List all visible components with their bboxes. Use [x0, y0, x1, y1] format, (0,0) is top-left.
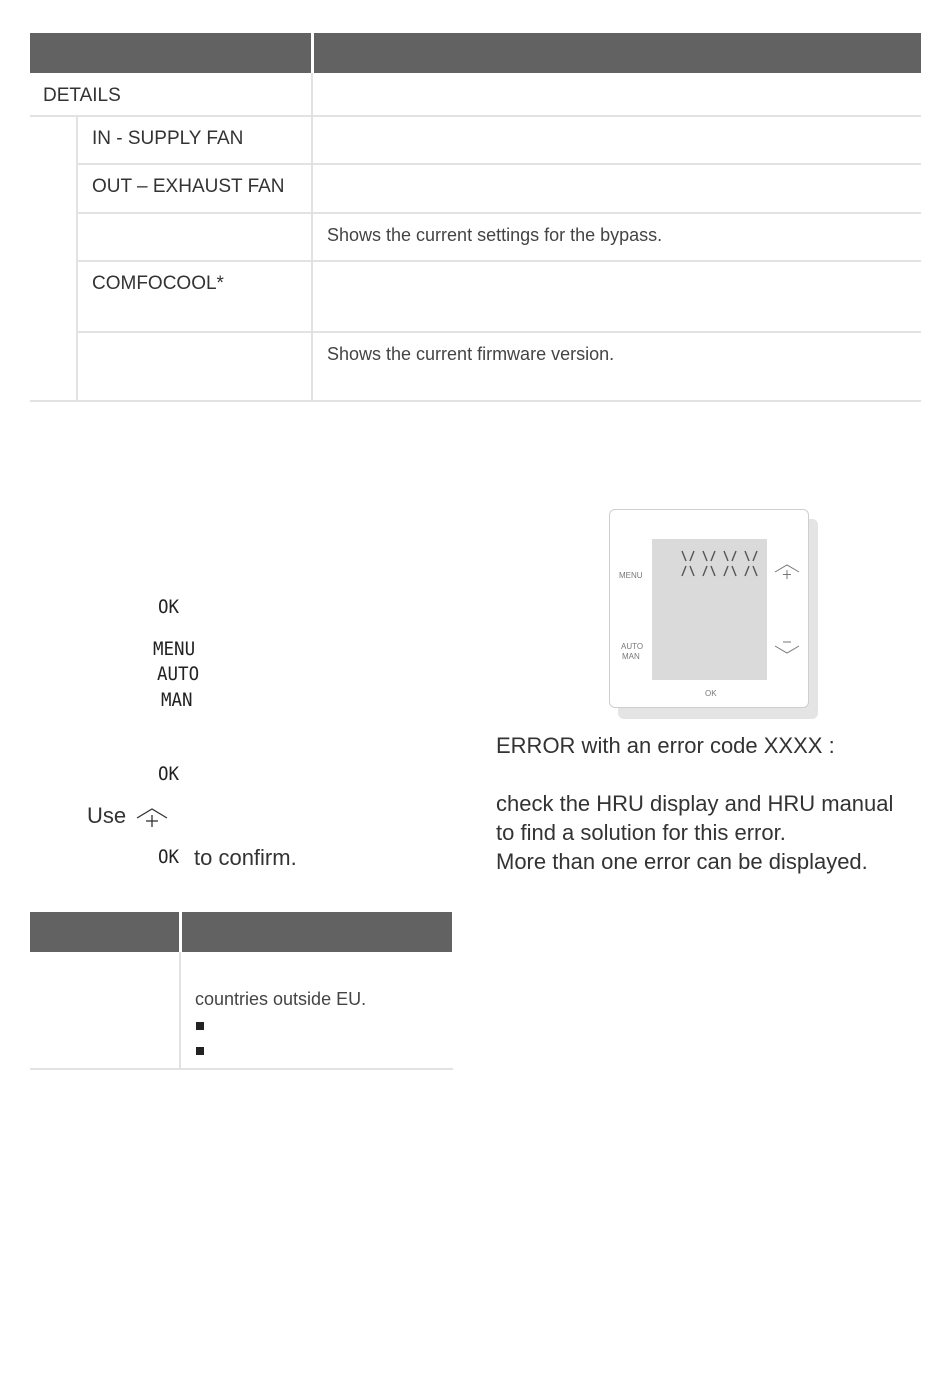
bullet-point: [196, 1022, 204, 1030]
bottom-table-row-text: countries outside EU.: [195, 989, 367, 1009]
device-man-button: MAN: [622, 652, 640, 661]
device-menu-button: MENU: [619, 571, 643, 580]
row-divider: [30, 115, 921, 117]
error-heading: ERROR with an error code XXXX :: [496, 733, 835, 758]
menu-key-label: MENU: [153, 638, 196, 660]
device-auto-button: AUTO: [621, 642, 644, 651]
row-divider: [77, 331, 921, 333]
error-text-line: to find a solution for this error.: [496, 820, 786, 845]
column-divider: [179, 952, 181, 1070]
table-header-cell-right: [314, 33, 921, 73]
row-divider: [77, 212, 921, 214]
table-header-cell-right: [182, 912, 452, 952]
ok-key-label: OK: [158, 596, 180, 618]
exhaust-fan-label: OUT – EXHAUST FAN: [92, 176, 285, 197]
device-minus-icon: [774, 640, 800, 656]
auto-key-label: AUTO: [157, 663, 200, 685]
supply-fan-label: IN - SUPPLY FAN: [92, 128, 244, 149]
use-label: Use: [87, 803, 127, 828]
bullet-point: [196, 1047, 204, 1055]
display-segment-text: [678, 549, 762, 579]
device-plus-icon: [774, 563, 800, 580]
column-divider: [311, 73, 313, 402]
man-key-label: MAN: [161, 689, 193, 711]
ok-key-label: OK: [158, 846, 180, 868]
row-divider: [30, 1068, 453, 1070]
row-divider: [30, 400, 921, 402]
firmware-description: Shows the current firmware version.: [327, 344, 615, 364]
comfocool-label: COMFOCOOL*: [92, 273, 224, 294]
error-text-line: check the HRU display and HRU manual: [496, 791, 894, 816]
plus-arrow-icon: [135, 806, 169, 828]
row-divider: [77, 163, 921, 165]
bypass-description: Shows the current settings for the bypass.: [327, 225, 663, 245]
table-header-cell-left: [30, 912, 179, 952]
device-ok-button: OK: [705, 689, 717, 698]
column-divider: [76, 117, 78, 402]
confirm-text: to confirm.: [194, 845, 297, 870]
ok-key-label: OK: [158, 763, 180, 785]
row-divider: [77, 260, 921, 262]
table-header-cell-left: [30, 33, 311, 73]
details-row-label: DETAILS: [43, 85, 121, 106]
error-text-line: More than one error can be displayed.: [496, 849, 868, 874]
